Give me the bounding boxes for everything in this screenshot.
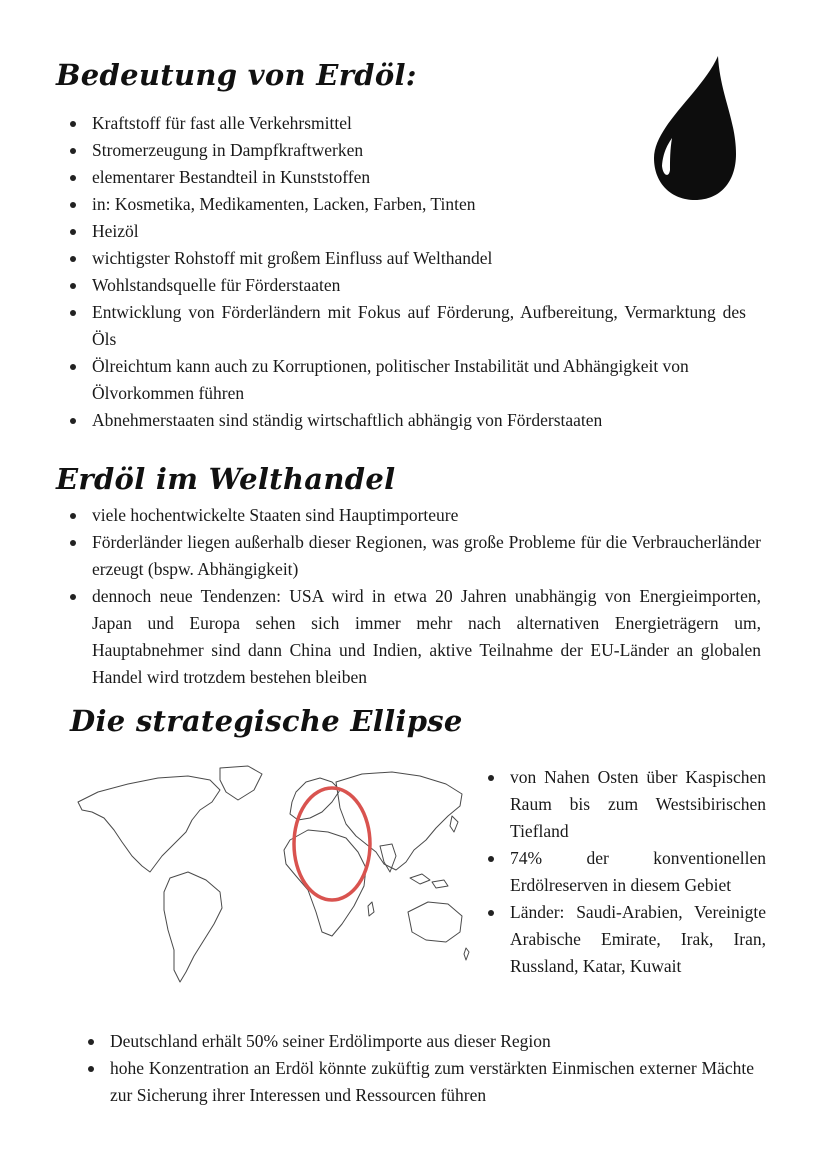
- list-item: elementarer Bestandteil in Kunststoffen: [56, 164, 746, 191]
- list-item: in: Kosmetika, Medikamenten, Lacken, Farben, Tinten: [56, 191, 746, 218]
- list-item: Länder: Saudi-Arabien, Vereinigte Arabische Emirate, Irak, Iran, Russland, Katar, Kuwait: [474, 899, 766, 980]
- list-item: viele hochentwickelte Staaten sind Hauptimporteure: [56, 502, 761, 529]
- heading-ellipse: Die strategische Ellipse: [70, 704, 463, 738]
- islands-southeast-asia: [410, 874, 448, 888]
- list-item: 74% der konventionellen Erdölreserven in diesem Gebiet: [474, 845, 766, 899]
- list-item: hohe Konzentration an Erdöl könnte zuküftig zum verstärkten Einmischen externer Mächte zur Sicherung ihrer Interessen und Ressourcen führen: [74, 1055, 754, 1109]
- list-item: Kraftstoff für fast alle Verkehrsmittel: [56, 110, 746, 137]
- list-item: Förderländer liegen außerhalb dieser Regionen, was große Probleme für die Verbraucherländer erzeugt (bspw. Abhängigkeit): [56, 529, 761, 583]
- strategic-ellipse: [294, 788, 370, 900]
- continent-north-america: [78, 776, 220, 872]
- island-madagascar: [368, 902, 374, 916]
- heading-welthandel: Erdöl im Welthandel: [56, 462, 396, 496]
- list-item: von Nahen Osten über Kaspischen Raum bis zum Westsibirischen Tiefland: [474, 764, 766, 845]
- list-item: Ölreichtum kann auch zu Korruptionen, politischer Instabilität und Abhängigkeit von Ölvorkommen führen: [56, 353, 746, 407]
- continent-south-america: [164, 872, 222, 982]
- continent-europe: [290, 778, 340, 820]
- continent-africa: [284, 830, 366, 936]
- list-item: Stromerzeugung in Dampfkraftwerken: [56, 137, 746, 164]
- island-new-zealand: [464, 948, 469, 960]
- continent-australia: [408, 902, 462, 942]
- list-ellipse-bottom: [74, 1028, 754, 1109]
- continent-asia: [336, 772, 462, 870]
- island-japan: [450, 816, 458, 832]
- list-ellipse-side: [474, 764, 766, 980]
- list-item: Heizöl: [56, 218, 746, 245]
- list-item: dennoch neue Tendenzen: USA wird in etwa 20 Jahren unabhängig von Energieimporten, Japan und Europa sehen sich immer mehr nach alternativen Energieträgern um, Hauptabnehmer sind dann China und Indien, aktive Teilnahme der EU-Länder an globalen Handel wird trotzdem bestehen bleiben: [56, 583, 761, 691]
- list-item: Abnehmerstaaten sind ständig wirtschaftlich abhängig von Förderstaaten: [56, 407, 746, 434]
- list-bedeutung: [56, 110, 746, 434]
- world-map: [70, 760, 472, 990]
- list-item: wichtigster Rohstoff mit großem Einfluss auf Welthandel: [56, 245, 746, 272]
- list-item: Deutschland erhält 50% seiner Erdölimporte aus dieser Region: [74, 1028, 754, 1055]
- region-india: [380, 844, 396, 872]
- heading-bedeutung: Bedeutung von Erdöl:: [56, 58, 417, 92]
- list-welthandel: [56, 502, 761, 691]
- island-greenland: [220, 766, 262, 800]
- list-item: Entwicklung von Förderländern mit Fokus auf Förderung, Aufbereitung, Vermarktung des Öls: [56, 299, 746, 353]
- list-item: Wohlstandsquelle für Förderstaaten: [56, 272, 746, 299]
